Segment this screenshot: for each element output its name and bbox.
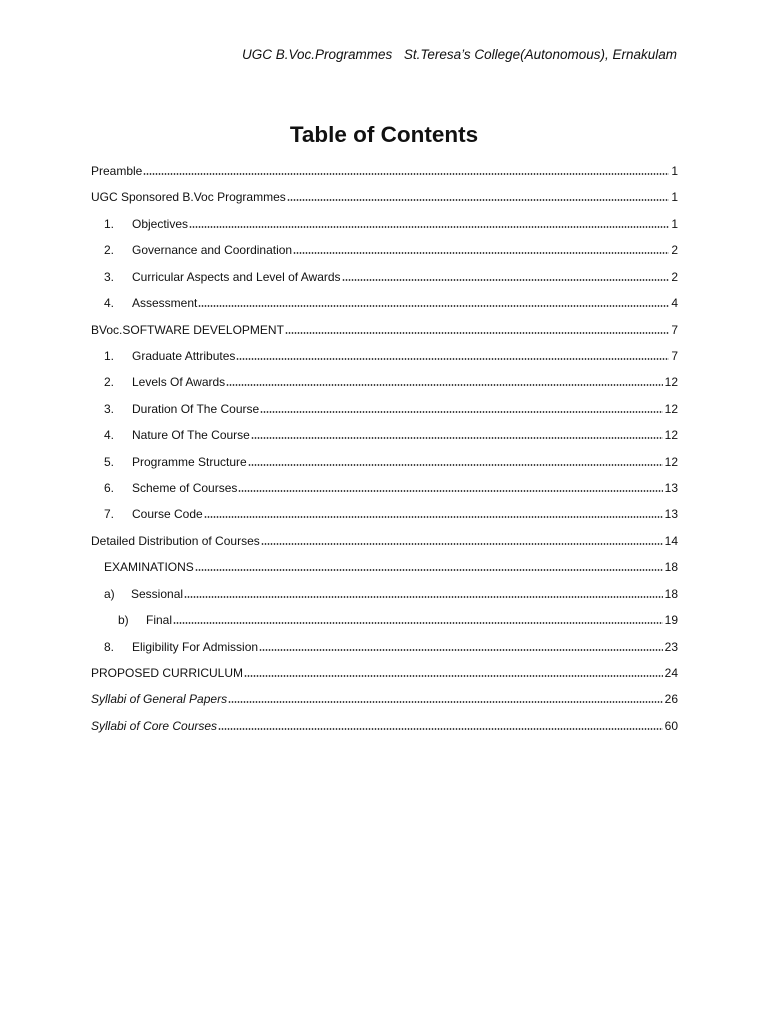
toc-entry-page: 1 xyxy=(671,216,678,231)
toc-entry-page: 12 xyxy=(664,454,678,469)
toc-entry-title: UGC Sponsored B.Voc Programmes xyxy=(91,190,286,205)
toc-entry-page: 2 xyxy=(671,243,678,258)
toc-entry-page: 4 xyxy=(671,296,678,311)
toc-entry-page: 23 xyxy=(664,639,678,654)
toc-entry-title: BVoc.SOFTWARE DEVELOPMENT xyxy=(91,322,284,337)
toc-entry-page: 19 xyxy=(664,613,678,628)
toc-entry-title: Eligibility For Admission xyxy=(132,639,259,654)
dot-leader xyxy=(244,675,663,677)
toc-entry-title: Nature Of The Course xyxy=(132,428,250,443)
toc-entry-title: Syllabi of Core Courses xyxy=(91,718,218,733)
toc-entry[interactable] xyxy=(91,554,678,580)
toc-entry-title: Detailed Distribution of Courses xyxy=(91,533,260,548)
toc-entry-page: 26 xyxy=(664,692,678,707)
toc-entry[interactable] xyxy=(91,475,678,501)
toc-entry-page: 7 xyxy=(671,322,678,337)
toc-entry-number: 3. xyxy=(104,401,115,416)
toc-entry-number: a) xyxy=(104,586,115,601)
toc-entry-title: Assessment xyxy=(132,296,198,311)
toc-entry-page: 24 xyxy=(664,666,678,681)
toc-entry[interactable] xyxy=(91,369,678,395)
toc-entry-number: 4. xyxy=(104,428,115,443)
toc-entry[interactable] xyxy=(91,713,678,739)
toc-entry[interactable] xyxy=(91,396,678,422)
header-college: St.Teresa’s College(Autonomous), Ernakulam xyxy=(403,47,677,62)
toc-entry-title: Objectives xyxy=(132,216,189,231)
dot-leader xyxy=(143,173,669,175)
toc-entry-title: Levels Of Awards xyxy=(132,375,226,390)
toc-entry[interactable] xyxy=(91,581,678,607)
toc-entry[interactable] xyxy=(91,237,678,263)
toc-entry-title: Sessional xyxy=(131,586,184,601)
dot-leader xyxy=(204,516,663,518)
toc-entry-number: 8. xyxy=(104,639,115,654)
toc-entry-title: Governance and Coordination xyxy=(132,243,293,258)
toc-entry[interactable] xyxy=(91,290,678,316)
toc-entry[interactable] xyxy=(91,686,678,712)
toc-entry-title: Curricular Aspects and Level of Awards xyxy=(132,269,341,284)
dot-leader xyxy=(342,279,670,281)
page-title: Table of Contents xyxy=(289,122,479,147)
toc-entry-title: Syllabi of General Papers xyxy=(91,692,228,707)
toc-entry[interactable] xyxy=(91,634,678,660)
dot-leader xyxy=(184,596,663,598)
toc-entry-title: Course Code xyxy=(132,507,203,522)
toc-entry-title: Preamble xyxy=(91,164,143,178)
toc-entry[interactable] xyxy=(91,449,678,475)
toc-entry-number: 6. xyxy=(104,481,115,496)
toc-entry-number: 2. xyxy=(104,375,115,390)
toc-entry-page: 18 xyxy=(664,586,678,601)
toc-entry-page: 12 xyxy=(664,428,678,443)
dot-leader xyxy=(287,199,670,201)
toc-entry[interactable] xyxy=(91,528,678,554)
toc-entry-title: PROPOSED CURRICULUM xyxy=(91,666,244,681)
toc-entry[interactable] xyxy=(91,184,678,210)
dot-leader xyxy=(189,226,669,228)
toc-entry-number: 4. xyxy=(104,296,115,311)
toc-entry-title: Programme Structure xyxy=(132,454,247,469)
toc-entry[interactable] xyxy=(91,501,678,527)
toc-entry-page: 60 xyxy=(664,718,678,733)
dot-leader xyxy=(198,305,669,307)
header-programme: UGC B.Voc.Programmes xyxy=(242,47,393,62)
toc-entry-page: 18 xyxy=(664,560,678,575)
toc-entry[interactable] xyxy=(91,343,678,369)
toc-entry-title: Final xyxy=(146,613,173,628)
toc-entry-title: Duration Of The Course xyxy=(132,401,260,416)
toc-entry-title: Graduate Attributes xyxy=(132,348,236,363)
dot-leader xyxy=(248,464,663,466)
dot-leader xyxy=(293,252,669,254)
running-header xyxy=(0,47,768,65)
dot-leader xyxy=(238,490,662,492)
toc-entry-page: 13 xyxy=(664,481,678,496)
toc-entry-page: 13 xyxy=(664,507,678,522)
dot-leader xyxy=(259,649,663,651)
toc-entry-title: Scheme of Courses xyxy=(132,481,238,496)
toc-entry[interactable] xyxy=(91,211,678,237)
dot-leader xyxy=(228,701,663,703)
toc-entry[interactable] xyxy=(91,317,678,343)
dot-leader xyxy=(218,728,663,730)
toc-entry-page: 7 xyxy=(671,348,678,363)
toc-entry-number: 7. xyxy=(104,507,115,522)
toc-entry-number: 2. xyxy=(104,243,115,258)
dot-leader xyxy=(173,622,663,624)
toc-entry[interactable] xyxy=(91,422,678,448)
toc-entry-number: 5. xyxy=(104,454,115,469)
dot-leader xyxy=(236,358,669,360)
dot-leader xyxy=(226,384,662,386)
toc-entry[interactable] xyxy=(91,607,678,633)
toc-entry-page: 2 xyxy=(671,269,678,284)
toc-entry-number: 1. xyxy=(104,216,115,231)
toc-entry[interactable] xyxy=(91,264,678,290)
toc-entry-page: 12 xyxy=(664,401,678,416)
dot-leader xyxy=(285,332,669,334)
toc-entry-title: EXAMINATIONS xyxy=(104,560,194,575)
dot-leader xyxy=(261,543,663,545)
toc-entry-number: 3. xyxy=(104,269,115,284)
toc-entry[interactable] xyxy=(91,660,678,686)
toc-entry-number: 1. xyxy=(104,348,115,363)
dot-leader xyxy=(251,437,663,439)
toc-entry-page: 1 xyxy=(671,190,678,205)
toc-entry[interactable] xyxy=(91,158,678,184)
toc-entry-page: 14 xyxy=(664,533,678,548)
dot-leader xyxy=(195,569,663,571)
toc-entry-page: 12 xyxy=(664,375,678,390)
toc-entry-number: b) xyxy=(118,613,129,628)
toc-entry-page: 1 xyxy=(671,164,678,178)
toc-list xyxy=(91,158,678,739)
dot-leader xyxy=(260,411,662,413)
